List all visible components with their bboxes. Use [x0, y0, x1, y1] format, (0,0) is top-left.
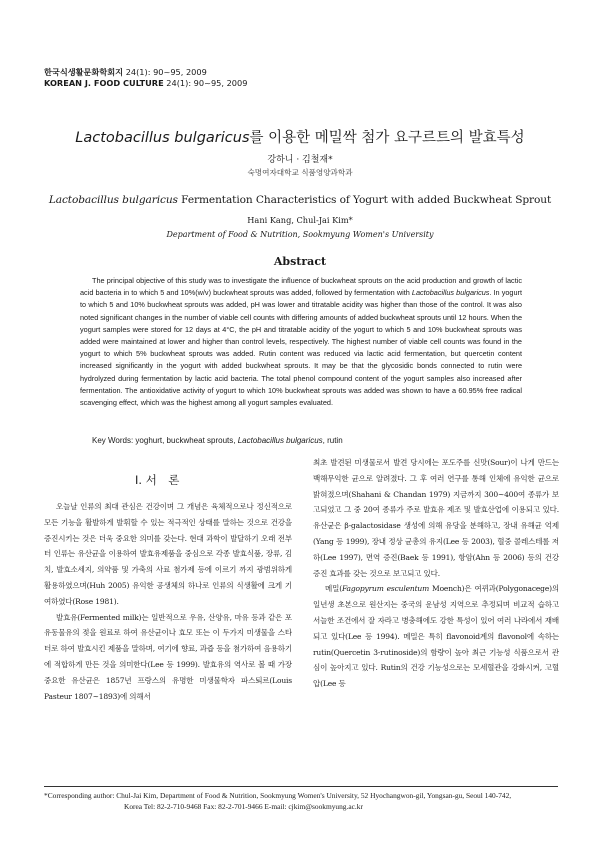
left-column: [44, 499, 292, 704]
affiliation-english: Department of Food & Nutrition, Sookmyung Women's University: [166, 230, 434, 239]
title-english: [0, 194, 600, 206]
abstract-heading: Abstract: [273, 255, 327, 268]
title-korean: [0, 126, 600, 147]
keywords-species: Lactobacillus bulgaricus: [237, 436, 323, 445]
journal-issue-korean: 24(1): 90~95, 2009: [123, 67, 207, 77]
authors-english: Hani Kang, Chul-Jai Kim*: [247, 215, 353, 225]
affiliation-korean: 숙명여자대학교 식품영양과학과: [247, 168, 353, 177]
keywords-text-part2: , rutin: [322, 436, 343, 445]
intro-paragraph-3: 최초 발견된 미생물로서 발견 당시에는 포도주를 신맛(Sour)이 나게 만드는 백해무익한 균으로 알려졌다. 그 후 여러 연구를 통해 인체에 유익한 균으로 밝혀졌으며(Shahani & Chandan 1979) 지금까지 300~400여 종류가 보고되었고 그 중 20여 종류가 주로 발효유 제조 및 발효산업에 이용되고 있다. 유산균은 β-galactosidase 생성에 의해 유당을 분해하고, 장내 유해균 억제(Yang 등 1999), 장내 정상 균총의 유지(Lee 등 2003), 혈중 콜레스테롤 저하(Lee 1997), 면역 증진(Baek 등 1991), 항암(Ahn 등 2006) 등의 건강 증진 효과를 갖는 것으로 보고되고 있다.: [313, 458, 559, 578]
intro-paragraph-4: [313, 581, 559, 692]
corresponding-author-footnote: [44, 790, 560, 812]
footnote-line-1: *Corresponding author: Chul-Jai Kim, Department of Food & Nutrition, Sookmyung Women's University, 52 Hyochangwon-gil, Yongsan-gu, Seoul 140-742,: [44, 791, 512, 800]
abstract-text-part1: The principal objective of this study was to investigate the influence of buckwheat sprouts on the acid production and growth of lactic acid bacteria in to which 5 and 10%(w/v) buckwheat sprouts was added, followed by fermentation with: [80, 276, 522, 298]
intro-paragraph-4-part2: Moench)은 여뀌과(Polygonacege)의 일년생 초본으로 원산지는 중국의 운남성 지역으로 추정되며 비교적 습하고 서늘한 조건에서 잘 자라고 병충해에도 강한 특성이 있어 여러 나라에서 재배되고 있다(Lee 등 1994). 메밀은 특히 flavonoid계의 flavonol에 속하는 rutin(Quercetin 3-rutinoside)의 함량이 높아 최근 기능성 식품으로서 관심이 높아지고 있다. Rutin의 건강 기능성으로는 모세혈관을 강화시켜, 고혈압(Lee 등: [313, 584, 559, 689]
section-heading-introduction: I. 서 론: [135, 473, 180, 487]
abstract-species: Lactobacillus bulgaricus: [411, 288, 490, 298]
title-english-rest: Fermentation Characteristics of Yogurt with added Buckwheat Sprout: [177, 194, 552, 206]
footnote-divider: [44, 786, 558, 787]
title-korean-rest: 를 이용한 메밀싹 첨가 요구르트의 발효특성: [249, 130, 525, 146]
journal-name-english: KOREAN J. FOOD CULTURE: [44, 77, 164, 88]
intro-paragraph-2: 발효유(Fermented milk)는 일반적으로 우유, 산양유, 마유 등과 같은 포유동물유의 젖을 원료로 하여 유산균이나 효모 또는 이 두가지 미생물을 스타터로 하여 발효시킨 제품을 말하며, 여기에 향료, 과즙 등을 첨가하여 음용하기에 적합하게 만든 것을 의미한다(Lee 등 1999). 발효유의 역사로 볼 때 가장 중요한 유산균은 1857년 프랑스의 유명한 미생물학자 파스퇴르(Louis Pasteur 1807~1893)에 의해서: [44, 612, 292, 701]
journal-name-korean: 한국식생활문화학회지: [44, 67, 124, 77]
keywords-label: Key Words:: [92, 436, 134, 445]
abstract-body: [80, 275, 522, 409]
title-korean-species: Lactobacillus bulgaricus: [75, 130, 250, 146]
abstract-text-part2: . In yogurt to which 5 and 10% buckwheat sprouts was added, pH was lower and titratable acidity was higher than those of the control. It was also noted significant changes in the number of viable cell counts with differing amounts of added buckwheat sprouts until 12 hours. When the yogurt samples were stored for 12 days at 4°C, the pH and titratable acidity of the yogurt to which 5 and 10% buckwheat sprouts was added were maintained at lower and higher than control levels, respectively. The highest number of viable cell counts was found in the yogurt to which 5% buckwheat sprouts was added. Rutin content was reduced via lactic acid fermentation, but quercetin content increased significantly in the yogurt with added buckwheat sprouts. It may be that the glycosidic bonds connected to rutin were hydrolyzed during fermentation by lactic acid bacteria. The total phenol compound content of the yogurt samples also increased after fermentation. The antioxidative activity of yogurt to which 10% buckwheat sprouts was added was shown to have a 60.95% free radical scavenging effect, which was the highest among all yogurt samples evaluated.: [80, 288, 522, 408]
keywords-text-part1: yoghurt, buckwheat sprouts,: [133, 436, 238, 445]
intro-paragraph-4-part1: 메밀(: [325, 584, 342, 594]
journal-header: [44, 67, 247, 88]
intro-paragraph-1: 오늘날 인류의 최대 관심은 건강이며 그 개념은 육체적으로나 정신적으로 모든 기능을 활발하게 발휘할 수 있는 적극적인 상태를 말하는 것으로 건강을 증진시키는 것은 더욱 중요한 의미를 갖는다. 현대 과학이 발달하기 오래 전부터 인류는 유산균을 이용하여 발효유제품을 중심으로 각종 발효식품, 장류, 김치, 발효소세지, 의약품 및 가축의 사료 첨가제 등에 이르기 까지 광범위하게 활용하였으며(Huh 2005) 유익한 공생체의 하나로 인류의 식생활에 크게 기여하였다(Rose 1981).: [44, 502, 292, 606]
keywords: [92, 436, 343, 445]
journal-issue-english: 24(1): 90~95, 2009: [163, 77, 248, 88]
buckwheat-species: Fagopyrum esculentum: [341, 584, 430, 594]
authors-korean: 강하니 · 김철재*: [267, 155, 333, 165]
title-english-species: Lactobacillus bulgaricus: [48, 194, 178, 206]
right-column: [313, 455, 559, 692]
footnote-line-2: Korea Tel: 82-2-710-9468 Fax: 82-2-701-9466 E-mail: cjkim@sookmyung.ac.kr: [124, 802, 363, 811]
